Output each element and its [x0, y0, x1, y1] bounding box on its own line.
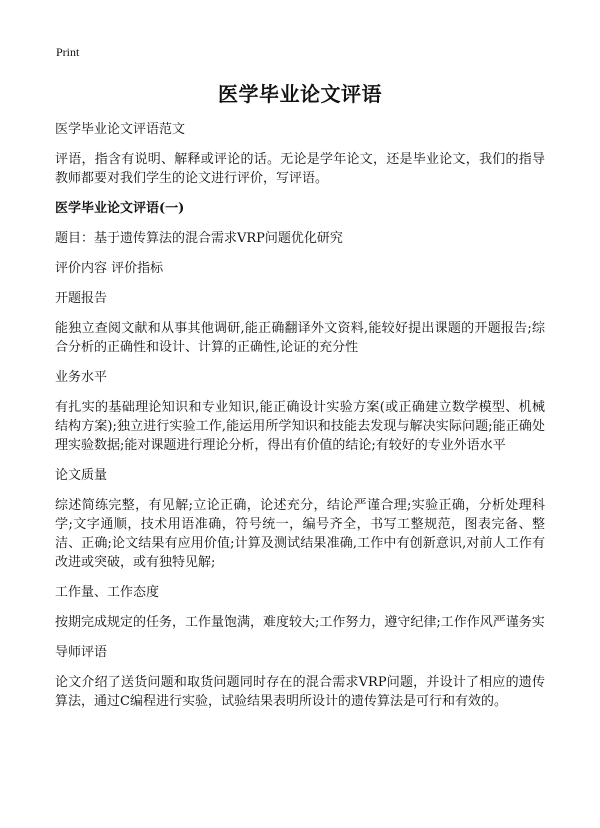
criterion-label-workload: 工作量、工作态度: [55, 585, 160, 600]
criterion-label-proposal: 开题报告: [55, 291, 108, 306]
subtitle-paragraph: 医学毕业论文评语范文: [55, 122, 186, 137]
criterion-text-skill: 有扎实的基础理论知识和专业知识,能正确设计实验方案(或正确建立数学模型、机械结构方案);独立进行实验工作,能运用所学知识和技能去发现与解决实际问题;能正确处理实验数据;能对课题进行理论分析，得出有价值的结论;有较好的专业外语水平: [55, 400, 545, 453]
criterion-label-skill: 业务水平: [55, 370, 108, 385]
advisor-comment-text: 论文介绍了送货问题和取货问题同时存在的混合需求VRP问题，并设计了相应的遗传算法，通过C编程进行实验，试验结果表明所设计的遗传算法是可行和有效的。: [55, 675, 545, 709]
print-label[interactable]: Print: [56, 45, 80, 59]
topic-paragraph: 题目：基于遗传算法的混合需求VRP问题优化研究: [55, 231, 343, 246]
advisor-comment-label: 导师评语: [55, 645, 108, 660]
section-heading: 医学毕业论文评语(一): [55, 201, 185, 216]
intro-paragraph: 评语，指含有说明、解释或评论的话。无论是学年论文，还是毕业论文，我们的指导教师都要对我们学生的论文进行评价，写评语。: [55, 152, 545, 186]
criterion-text-proposal: 能独立查阅文献和从事其他调研,能正确翻译外文资料,能较好提出课题的开题报告;综合分析的正确性和设计、计算的正确性,论证的充分性: [55, 321, 545, 355]
document-body: [55, 120, 545, 722]
criterion-text-quality: 综述简练完整，有见解;立论正确，论述充分，结论严谨合理;实验正确，分析处理科学;文字通顺，技术用语准确，符号统一，编号齐全，书写工整规范，图表完备、整洁、正确;论文结果有应用价值;计算及测试结果准确,工作中有创新意识,对前人工作有改进或突破，或有独特见解;: [55, 498, 545, 570]
document-title: 医学毕业论文评语: [218, 82, 382, 106]
criterion-label-quality: 论文质量: [55, 468, 108, 483]
criterion-text-workload: 按期完成规定的任务，工作量饱满，难度较大;工作努力，遵守纪律;工作作风严谨务实: [55, 615, 545, 630]
criteria-header: 评价内容 评价指标: [55, 261, 164, 276]
